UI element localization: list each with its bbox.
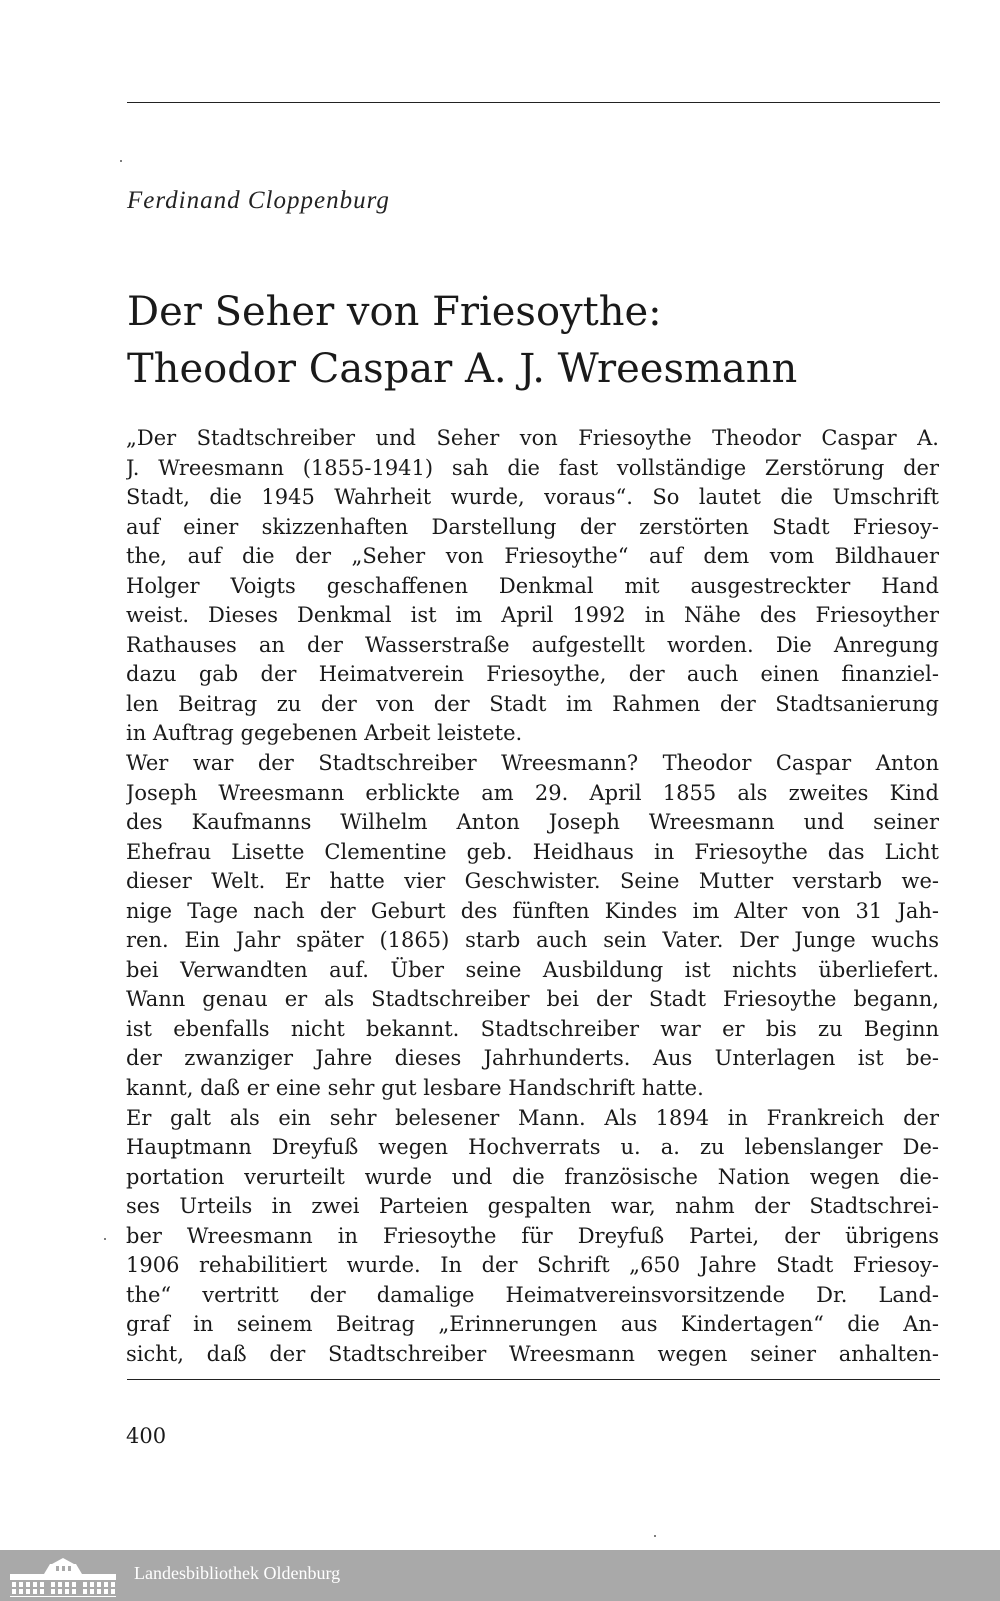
body-line: Wann genau er als Stadtschreiber bei der Stadt Friesoythe begann, (126, 987, 939, 1012)
body-line: kannt, daß er eine sehr gut lesbare Handschrift hatte. (126, 1076, 704, 1101)
body-line: ber Wreesmann in Friesoythe für Dreyfuß Partei, der übrigens (126, 1223, 939, 1248)
library-building-icon (4, 1556, 122, 1598)
body-line: Ehefrau Lisette Clementine geb. Heidhaus in Friesoythe das Licht (126, 839, 939, 864)
body-line: 1906 rehabilitiert wurde. In der Schrift „650 Jahre Stadt Friesoy- (126, 1253, 939, 1278)
body-line: nige Tage nach der Geburt des fünften Kindes im Alter von 31 Jah- (126, 898, 939, 923)
body-line: in Auftrag gegebenen Arbeit leistete. (126, 721, 523, 746)
body-line: the, auf die der „Seher von Friesoythe“ auf dem vom Bildhauer (126, 544, 939, 569)
body-line: „Der Stadtschreiber und Seher von Friesoythe Theodor Caspar A. (126, 426, 939, 450)
body-line: dieser Welt. Er hatte vier Geschwister. Seine Mutter verstarb we- (126, 869, 939, 894)
body-line: ses Urteils in zwei Parteien gespalten war, nahm der Stadtschrei- (126, 1194, 939, 1219)
body-line: sicht, daß der Stadtschreiber Wreesmann wegen seiner anhalten- (126, 1341, 939, 1366)
body-line: ren. Ein Jahr später (1865) starb auch sein Vater. Der Junge wuchs (126, 928, 939, 953)
body-line: Wer war der Stadtschreiber Wreesmann? Theodor Caspar Anton (126, 751, 939, 776)
body-line: dazu gab der Heimatverein Friesoythe, der auch einen finanziel- (126, 662, 939, 687)
footer-rule (127, 1379, 940, 1380)
body-line: der zwanziger Jahre dieses Jahrhunderts. Aus Unterlagen ist be- (126, 1046, 939, 1071)
author-name: Ferdinand Cloppenburg (127, 187, 390, 214)
body-line: weist. Dieses Denkmal ist im April 1992 in Nähe des Friesoyther (126, 603, 939, 628)
body-line: des Kaufmanns Wilhelm Anton Joseph Wreesmann und seiner (126, 810, 939, 835)
scan-speck (104, 1238, 106, 1240)
title-line-2: Theodor Caspar A. J. Wreesmann (127, 346, 798, 392)
page-number: 400 (126, 1424, 167, 1448)
body-line: portation verurteilt wurde und die französische Nation wegen die- (126, 1164, 939, 1189)
body-line: Stadt, die 1945 Wahrheit wurde, voraus“. So lautet die Umschrift (126, 485, 939, 510)
scan-speck (120, 160, 122, 162)
article-title (127, 284, 797, 398)
body-line: the“ vertritt der damalige Heimatvereinsvorsitzende Dr. Land- (126, 1282, 939, 1307)
body-line: J. Wreesmann (1855-1941) sah die fast vollständige Zerstörung der (126, 455, 939, 480)
body-line: Rathauses an der Wasserstraße aufgestellt worden. Die Anregung (126, 632, 939, 657)
scan-speck (654, 1535, 656, 1537)
body-line: Holger Voigts geschaffenen Denkmal mit ausgestreckter Hand (126, 573, 939, 598)
article-body (126, 424, 939, 1370)
title-line-1: Der Seher von Friesoythe: (127, 289, 662, 335)
body-line: graf in seinem Beitrag „Erinnerungen aus Kindertagen“ die An- (126, 1312, 939, 1337)
body-line: Hauptmann Dreyfuß wegen Hochverrats u. a. zu lebenslanger De- (126, 1135, 939, 1160)
library-footer-bar (0, 1550, 1000, 1601)
body-line: Er galt als ein sehr belesener Mann. Als 1894 in Frankreich der (126, 1105, 939, 1130)
body-line: bei Verwandten auf. Über seine Ausbildung ist nichts überliefert. (126, 957, 939, 982)
body-line: len Beitrag zu der von der Stadt im Rahmen der Stadtsanierung (126, 691, 939, 716)
body-line: ist ebenfalls nicht bekannt. Stadtschreiber war er bis zu Beginn (126, 1016, 939, 1041)
body-line: Joseph Wreesmann erblickte am 29. April 1855 als zweites Kind (126, 780, 939, 805)
body-line: auf einer skizzenhaften Darstellung der zerstörten Stadt Friesoy- (126, 514, 939, 539)
header-rule (127, 102, 940, 103)
library-name: Landesbibliothek Oldenburg (134, 1563, 341, 1583)
